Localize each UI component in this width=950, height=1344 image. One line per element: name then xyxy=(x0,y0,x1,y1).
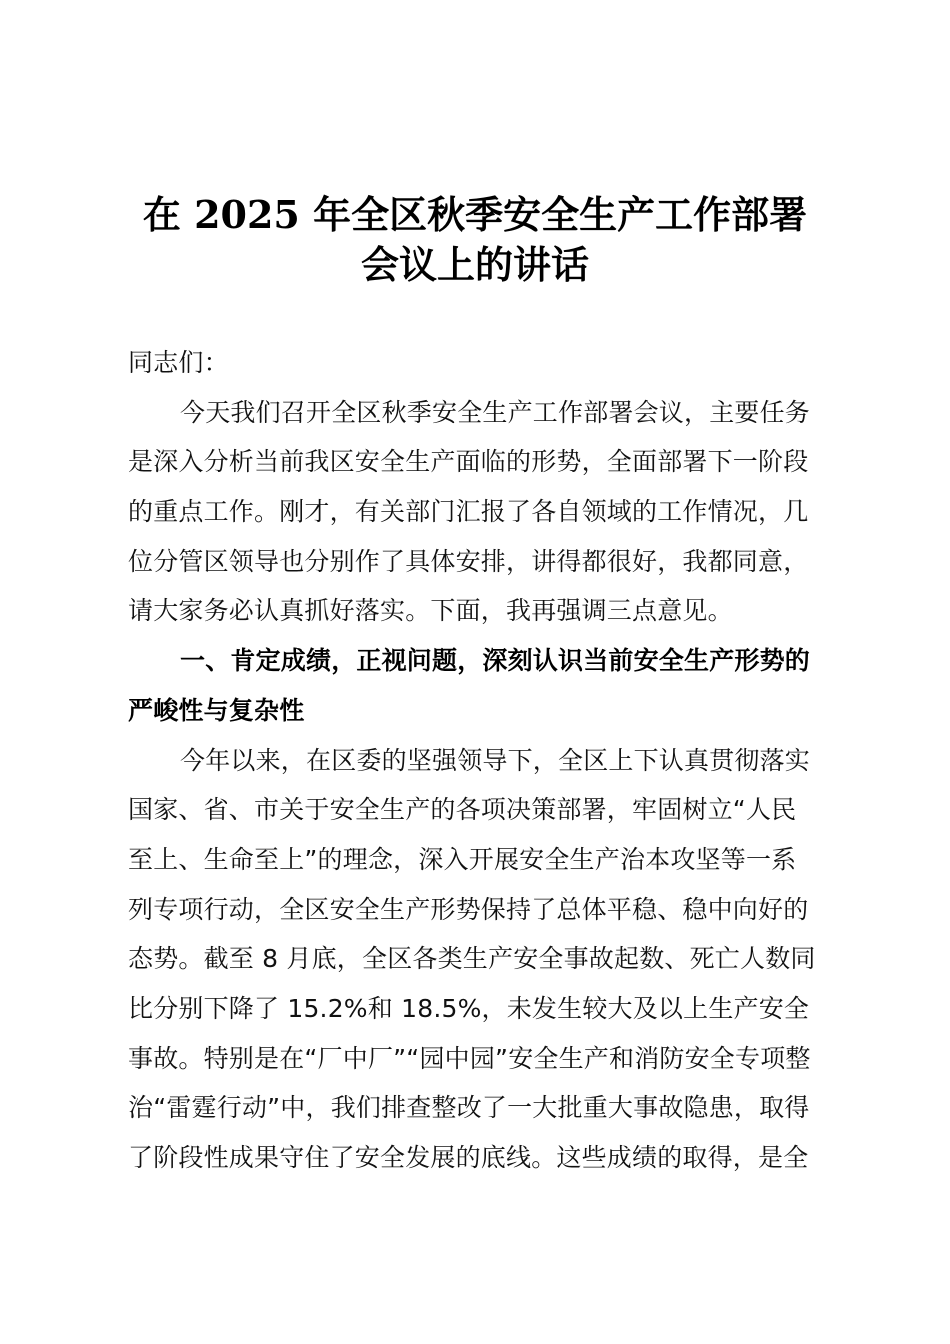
paragraph-intro xyxy=(128,388,828,636)
document-body xyxy=(128,338,828,1183)
paragraph-achievements xyxy=(128,736,828,1183)
paragraph-line: 位分管区领导也分别作了具体安排，讲得都很好，我都同意， xyxy=(128,546,809,576)
heading-line: 严峻性与复杂性 xyxy=(128,695,305,725)
title-line-1: 在 2025 年全区秋季安全生产工作部署 xyxy=(142,192,808,237)
paragraph-line: 比分别下降了 15.2%和 18.5%，未发生较大及以上生产安全 xyxy=(128,993,810,1023)
paragraph-line: 国家、省、市关于安全生产的各项决策部署，牢固树立“人民 xyxy=(128,795,797,825)
section-heading-1 xyxy=(128,636,828,735)
paragraph-line: 的重点工作。刚才，有关部门汇报了各自领域的工作情况，几 xyxy=(128,497,809,527)
paragraph-line: 是深入分析当前我区安全生产面临的形势，全面部署下一阶段 xyxy=(128,447,809,477)
document-title xyxy=(100,190,850,290)
salutation: 同志们： xyxy=(128,348,229,377)
paragraph-line: 了阶段性成果守住了安全发展的底线。这些成绩的取得，是全 xyxy=(128,1143,809,1172)
paragraph-line: 列专项行动，全区安全生产形势保持了总体平稳、稳中向好的 xyxy=(128,894,809,924)
heading-line: 一、肯定成绩，正视问题，深刻认识当前安全生产形势的 xyxy=(180,646,811,676)
paragraph-line: 今年以来，在区委的坚强领导下，全区上下认真贯彻落实 xyxy=(180,745,811,775)
paragraph-line: 事故。特别是在“厂中厂”“园中园”安全生产和消防安全专项整 xyxy=(128,1043,811,1073)
paragraph-line: 态势。截至 8 月底，全区各类生产安全事故起数、死亡人数同 xyxy=(128,944,816,974)
paragraph-line: 今天我们召开全区秋季安全生产工作部署会议，主要任务 xyxy=(180,397,811,427)
paragraph-line: 请大家务必认真抓好落实。下面，我再强调三点意见。 xyxy=(128,596,733,626)
title-line-2: 会议上的讲话 xyxy=(360,242,589,287)
paragraph-line: 治“雷霆行动”中，我们排查整改了一大批重大事故隐患，取得 xyxy=(128,1093,810,1123)
paragraph-line: 至上、生命至上”的理念，深入开展安全生产治本攻坚等一系 xyxy=(128,844,797,874)
